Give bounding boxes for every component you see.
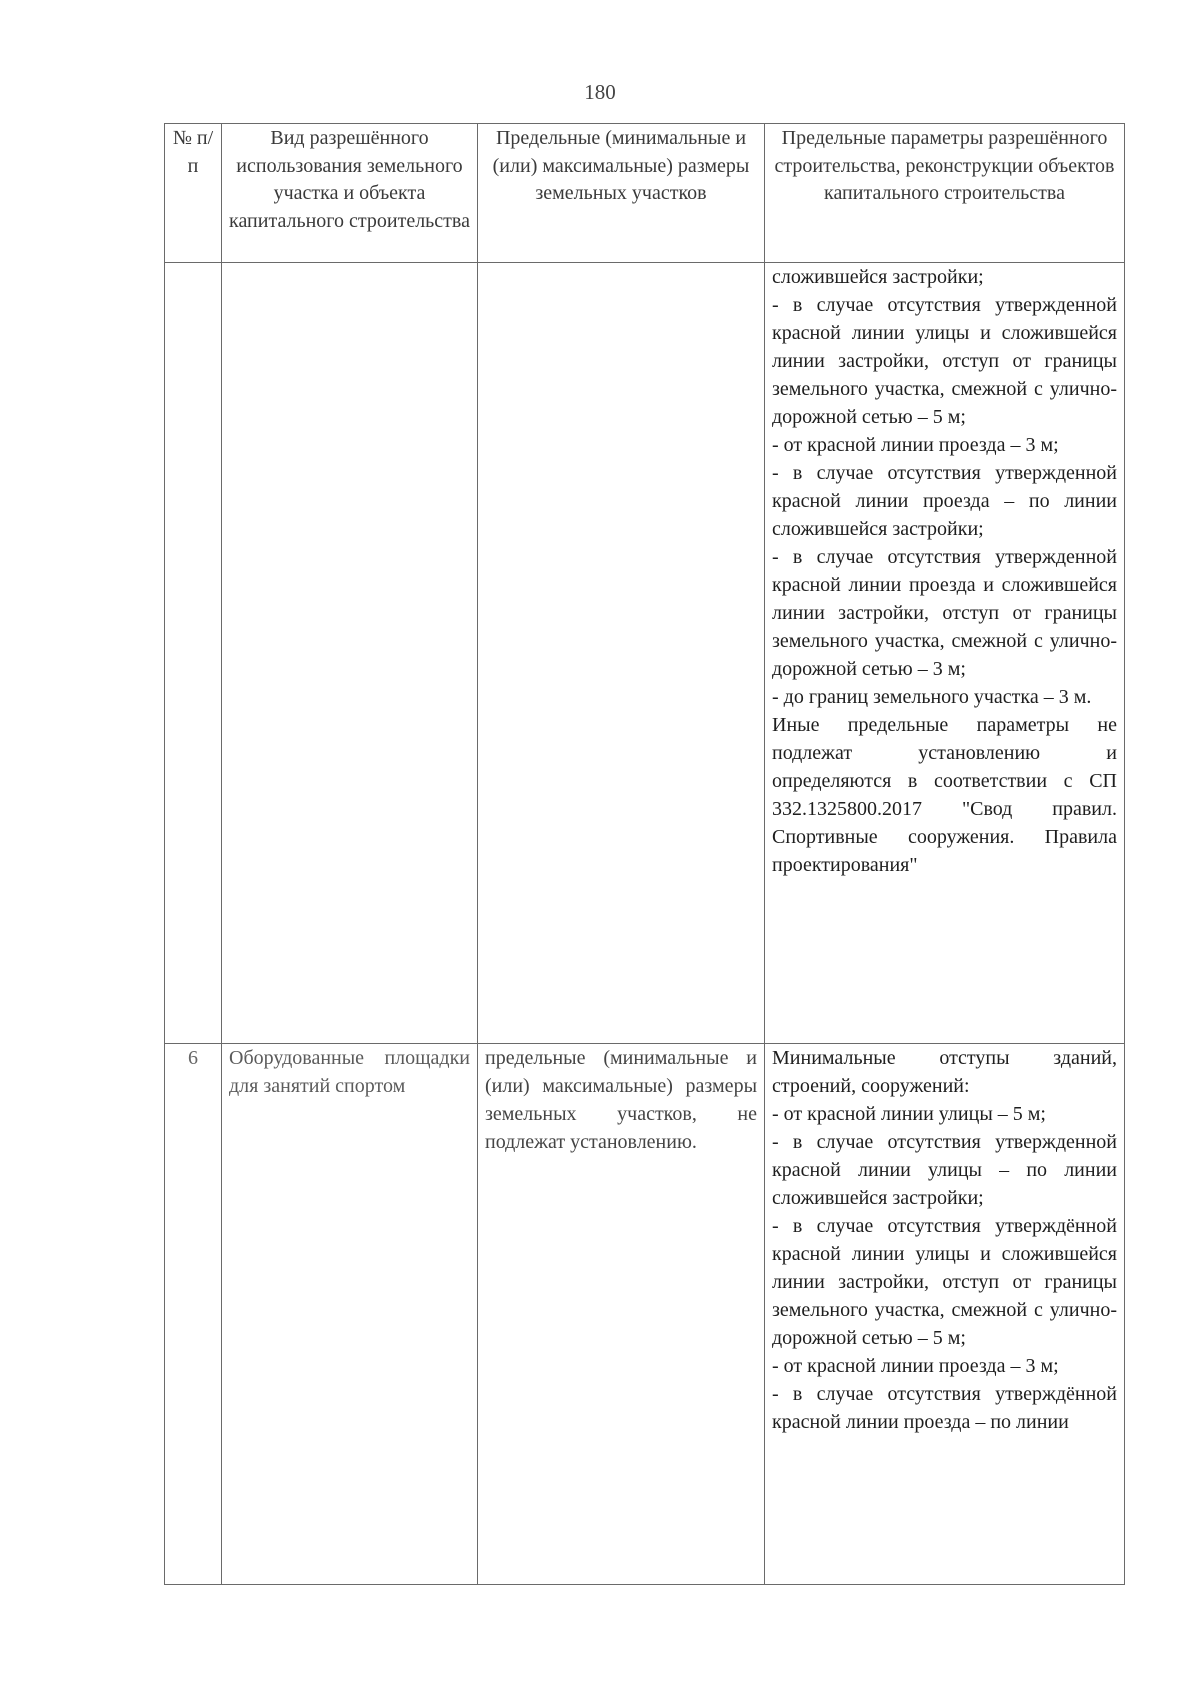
cell-number: 6 (165, 1044, 222, 1585)
cell-construction-params (765, 263, 1125, 1044)
params-paragraph: - в случае отсутствия утверждённой красной линии проезда – по линии (772, 1383, 1117, 1433)
page-number: 180 (584, 80, 616, 104)
params-paragraph: - от красной линии проезда – 3 м; (772, 434, 1059, 456)
header-number: № п/п (165, 124, 222, 263)
cell-plot-sizes: предельные (минимальные и (или) максимальные) размеры земельных участков, не подлежат установлению. (478, 1044, 765, 1585)
params-paragraph: - от красной линии улицы – 5 м; (772, 1103, 1046, 1125)
params-paragraph: - от красной линии проезда – 3 м; (772, 1355, 1059, 1377)
cell-plot-sizes (478, 263, 765, 1044)
params-paragraph: - в случае отсутствия утверждённой красной линии улицы и сложившейся линии застройки, отступ от границы земельного участка, смежной с улично-дорожной сетью – 5 м; (772, 1215, 1117, 1349)
table-row (165, 1044, 1125, 1585)
params-paragraph: - в случае отсутствия утвержденной красной линии улицы – по линии сложившейся застройки; (772, 1131, 1117, 1209)
params-paragraph: - в случае отсутствия утвержденной красной линии проезда – по линии сложившейся застройки; (772, 462, 1117, 540)
table-header-row (165, 124, 1125, 263)
params-paragraph: Иные предельные параметры не подлежат установлению и определяются в соответствии с СП 332.1325800.2017 "Свод правил. Спортивные сооружения. Правила проектирования" (772, 714, 1117, 876)
cell-construction-params (765, 1044, 1125, 1585)
params-paragraph: Минимальные отступы зданий, строений, сооружений: (772, 1047, 1117, 1097)
cell-number (165, 263, 222, 1044)
params-paragraph: - до границ земельного участка – 3 м. (772, 686, 1092, 708)
zoning-table (164, 123, 1125, 1585)
cell-use-type: Оборудованные площадки для занятий спортом (222, 1044, 478, 1585)
params-paragraph: - в случае отсутствия утвержденной красной линии проезда и сложившейся линии застройки, отступ от границы земельного участка, смежной с улично-дорожной сетью – 3 м; (772, 546, 1117, 680)
header-plot-sizes: Предельные (минимальные и (или) максимальные) размеры земельных участков (478, 124, 765, 263)
cell-use-type (222, 263, 478, 1044)
table-row (165, 263, 1125, 1044)
params-paragraph: - в случае отсутствия утвержденной красной линии улицы и сложившейся линии застройки, отступ от границы земельного участка, смежной с улично-дорожной сетью – 5 м; (772, 294, 1117, 428)
header-construction-params: Предельные параметры разрешённого строительства, реконструкции объектов капитального строительства (765, 124, 1125, 263)
header-use-type: Вид разрешённого использования земельного участка и объекта капитального строительства (222, 124, 478, 263)
params-paragraph: сложившейся застройки; (772, 266, 984, 288)
